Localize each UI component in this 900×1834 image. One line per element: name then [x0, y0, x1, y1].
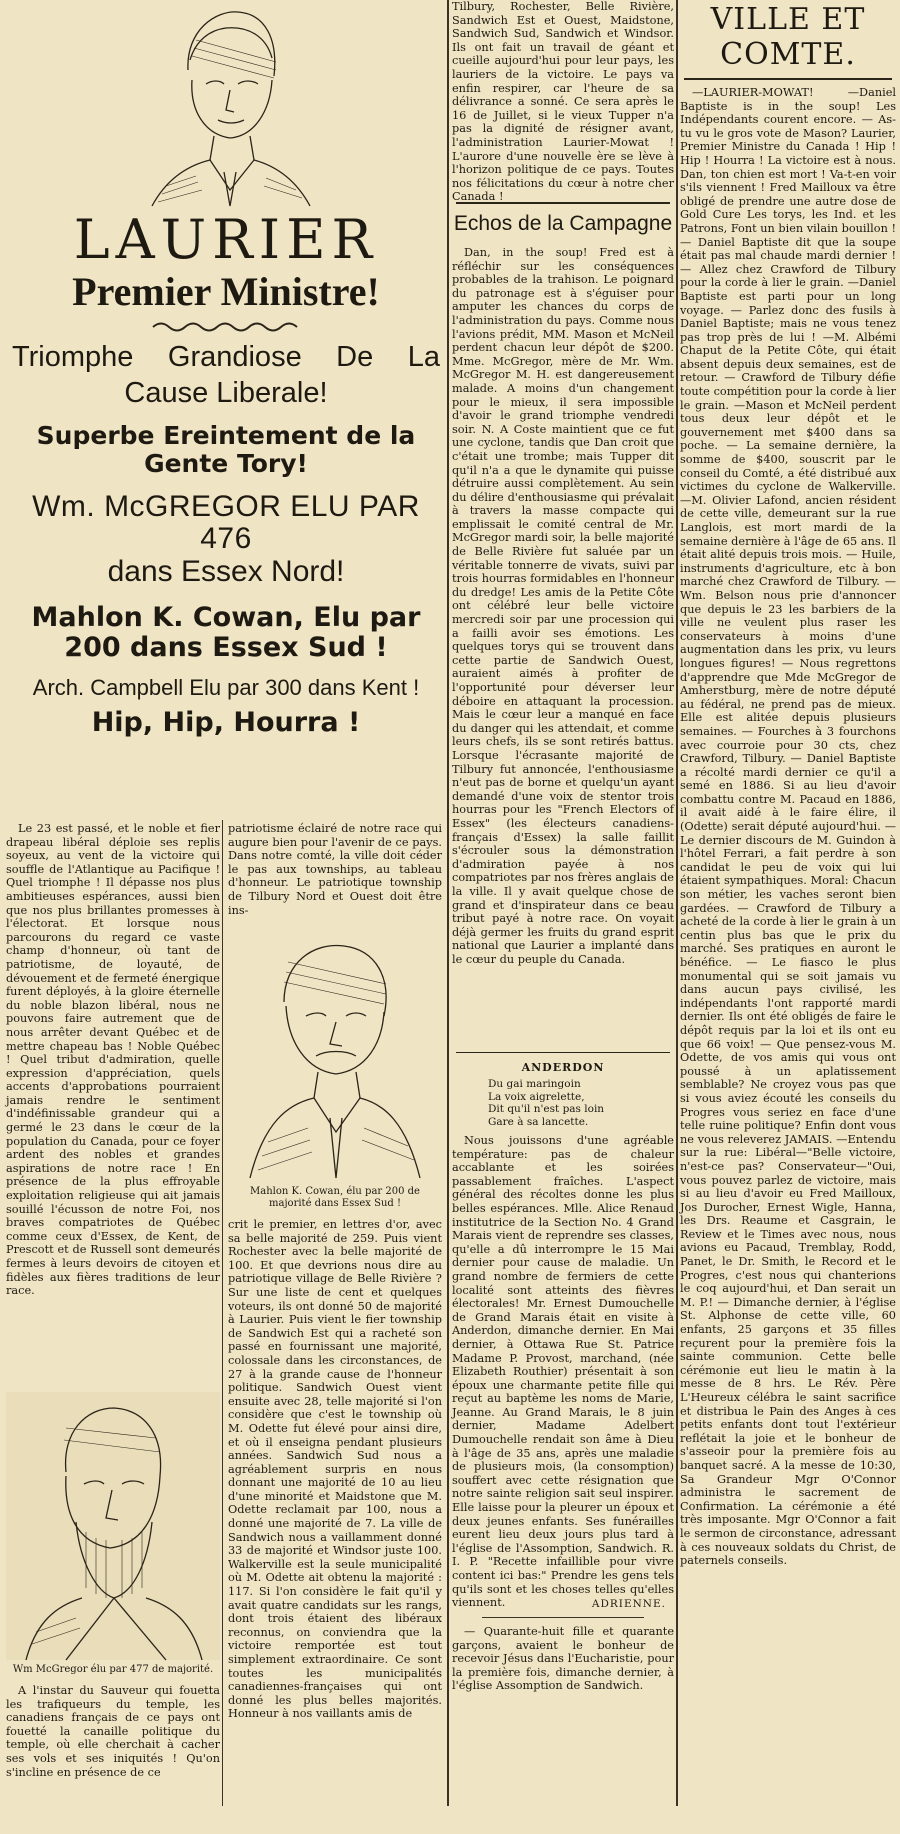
title-rule [684, 78, 892, 80]
caption-mcgregor: Wm McGregor élu par 477 de majorité. [12, 1664, 214, 1675]
headline-essex-sud: 200 dans Essex Sud ! [64, 631, 388, 663]
divider-line [482, 1617, 644, 1618]
column-echos [452, 0, 674, 1806]
article-sauveur-text: A l'instar du Sauveur qui fouetta les trafiqueurs du temple, les canadiens français de ce pays ont fouetté la canaille politique du temple, où elle cherchait à cacher ses vols et ses iniquités ! Qu'on s'incline en présence de ce [6, 1684, 220, 1779]
front-subcolumn-left [6, 822, 220, 1834]
headline-mcgregor: Wm. McGREGOR ELU PAR 476 [32, 490, 420, 555]
headline-premier-ministre: Premier Ministre! [72, 268, 380, 314]
caption-cowan: Mahlon K. Cowan, élu par 200 de majorité dans Essex Sud ! [250, 1186, 420, 1209]
ville-comte-title: VILLE ET COMTE. [710, 2, 866, 72]
headline-mahlon-cowan: Mahlon K. Cowan, Elu par [31, 601, 421, 633]
mcgregor-portrait-engraving [6, 1392, 220, 1660]
ornament-flourish [6, 319, 446, 338]
article-tilbury-text: Tilbury, Rochester, Belle Rivière, Sandwich Est et Ouest, Maidstone, Sandwich Sud, Sandwich et Windsor. Ils ont fait un travail de géant et cueille aujourd'hui pour leur pays, les lauriers de la victoire. Le pays va enfin respirer, car l'heure de sa délivrance a sonné. Ce sera après le 16 de Juillet, si le vieux Tupper n'a pas la dignité de résigner avant, l'administration Laurier-Mowat ! L'aurore d'une nouvelle ère se lève à l'horizon politique de ce pays. Toutes nos félicitations du cœur à notre cher Canada ! [452, 0, 674, 204]
column-ville-comte [680, 0, 896, 1806]
laurier-portrait-engraving [126, 0, 326, 210]
headline-essex-nord: dans Essex Nord! [107, 555, 345, 589]
section-rule-thin [456, 1052, 670, 1053]
headline-campbell: Arch. Campbell Elu par 300 dans Kent ! [32, 675, 420, 701]
article-majorites-text: crit le premier, en lettres d'or, avec sa belle majorité de 259. Puis vient Rochester avec la belle majorité de 100. Et que devrions nous dire au patriotique village de Belle Rivière ? Sur une liste de cent et quelques voteurs, ils ont donné 50 de majorité à Laurier. Puis vient le fier township de Sandwich Est qui a racheté son passé en fournissant une majorité, colossale dans les circonstances, de 27 à la grande cause de l'honneur politique. Sandwich Ouest vient ensuite avec 28, telle majorité si l'on considère que c'est le township où M. Odette fut élevé pour ainsi dire, et où il enseigna pendant plusieurs années. Sandwich Sud nous a agréablement surpris en nous donnant une majorité de 10 au lieu d'une minorité et Maidstone que M. Odette reclamait par 100, nous a donné une majorité de 7. La ville de Sandwich nous a vaillamment donné 33 de majorité et Windsor juste 100. Walkerville est la seule municipalité où M. Odette ait obtenu la majorité : 117. Si l'on considère le fait qu'il y avait quatre candidats sur les rangs, dont trois étaient des libéraux reconnus, on conviendra que la victoire remportée est tout simplement extraordinaire. Ce sont toutes les municipalités canadiennes-françaises qui ont donné les plus belles majorités. Honneur à nos vaillants amis de [228, 1218, 442, 1721]
headline-laurier: LAURIER [73, 208, 379, 271]
communion-text: — Quarante-huit fille et quarante garçons, avaient le bonheur de recevoir Jésus dans l'Eucharistie, pour la première fois, dimanche dernier, à l'église Assomption de Sandwich. [452, 1625, 674, 1693]
cowan-portrait-engraving [228, 932, 442, 1182]
inner-column-rule [222, 820, 223, 1806]
headline-triomphe: Triomphe Grandiose De La [12, 340, 440, 373]
headline-cause-liberale: Cause Liberale! [124, 377, 328, 410]
headline-superbe: Superbe Ereintement de la [36, 420, 416, 450]
column-rule-2 [676, 0, 678, 1806]
poem: Du gai maringoin La voix aigrelette, Dit qu'il n'est pas loin Gare à sa lancette. [488, 1078, 605, 1128]
echos-campagne-text: Dan, in the soup! Fred est à réfléchir sur les conséquences probables de la trahison. Le poignard du patronage est à s'éguiser pour amputer les chances du corps de l'administration du pays. Comme nous l'avions prédit, MM. Mason et McNeil perdent chacun leur dépôt de $200. Mme. McGregor, mère de Mr. Wm. McGregor M. H. est dangereusement malade. A moins d'un changement pour le mieux, il sera impossible d'avoir le grand triomphe vendredi soir. N. A Coste maintient que ce fut une cyclone, tandis que Dan croit que c'était une trombe; mais Tupper dit qu'il n'a a que le dynamite qui puisse détruire aussi complètement. Au sein du délire d'enthousiasme qui prévalait à travers la masse compacte qui emplissait le comité central de Mr. McGregor mardi soir, la belle majorité de Belle Rivière fut saluée par un véritable tonnerre de vivats, suivi par trois hourras formidables en l'honneur du dredge! Les amis de la Petite Côte ont célébré leur belle victoire mercredi soir par une procession qui a failli avoir ses émotions. Les quelques torys qui se trouvent dans cette partie de Sandwich Ouest, auraient aimés à profiter de l'opportunité pour déverser leur déboire en attaquant la procession. Mais le cœur leur a manqué en face du danger qui les attendait, et comme leurs chefs, ils se sont retirés battus. Lorsque l'écrasante majorité de Tilbury fut annoncée, l'enthousiasme n'eut pas de borne et quelqu'un ayant demandé d'une voix de stentor trois hourras pour les "French Electors of Essex" (les électeurs canadiens-français d'Essex) la salle faillit s'écrouler sous la démonstration d'admiration payée à nos compatriotes par nos frères anglais de la ville. Il y avait quelque chose de grand et d'inspirateur dans ce beau tribut payé à notre race. On voyait déjà germer les fruits du grand esprit national que Laurier a implanté dans le cœur du peuple du Canada. [452, 246, 674, 966]
headline-gente-tory: Gente Tory! [144, 448, 308, 478]
front-subcolumn-right [228, 822, 442, 1778]
anderdon-title: ANDERDON [521, 1061, 605, 1074]
article-patriotisme-text: patriotisme éclairé de notre race qui augure bien pour l'avenir de ce pays. Dans notre comté, la ville doit céder le pas aux townships, au tableau d'honneur. Le patriotique township de Tilbury Nord et Ouest doit être ins- [228, 822, 442, 917]
anderdon-text: Nous jouissons d'une agréable température: pas de chaleur accablante et les soirées passablement fraîches. L'aspect général des récoltes donne les plus belles espérances. Mlle. Alice Renaud institutrice de la Section No. 4 Grand Marais vient de reprendre ses classes, qu'elle a dû interrompre le 15 Mai dernier pour cause de maladie. Un grand nombre de fermiers de cette localité sont atteints des fièvres électorales! Mr. Ernest Dumouchelle de Grand Marais était en visite à Anderdon, dimanche dernier. En Mai dernier, à Ottawa Rue St. Patrice Madame P. Provost, marchand, (née Elizabeth Routhier) présentait à son époux une charmante petite fille qui reçut au baptème les noms de Marie, Jeanne. Au Grand Marais, le 8 juin dernier, Madame Adelbert Dumouchelle rendait son âme à Dieu à l'âge de 35 ans, après une maladie de plusieurs mois, (la consomption) souffert avec cette résignation que notre sainte religion sait seul inspirer. Elle laisse pour la pleurer un époux et deux jeunes enfants. Ses funérailles eurent lieu deux jours plus tard à l'église de l'Assomption, Sandwich. R. I. P. "Recette infaillible pour vivre content ici bas:" Prendre les gens tels qu'ils sont et les choses telles qu'elles viennent. [452, 1134, 674, 1610]
article-victoire-text: Le 23 est passé, et le noble et fier drapeau libéral déploie ses replis soyeux, au vent de la victoire qui souffle de l'Atlantique au Pacifique ! Quel triomphe ! Il dépasse nos plus ambitieuses espérances, aussi bien que nos plus brillantes promesses à l'électorat. Et lorsque nous parcourons du regard ce vaste champ d'honneur, où tant de patriotisme, de loyauté, de dévouement et de fermeté énergique furent déployés, à la gloire éternelle du noble blazon libéral, nous ne pouvons faire autrement que de nous arrêter devant Québec et de mettre chapeau bas ! Noble Québec ! Quel tribut d'admiration, quelle expression d'appréciation, quels accents d'approbations pourraient jamais rendre le sentiment d'indéfinissable grandeur qui a germé le 23 dans le cœur de la population du Canada, pour ce foyer ardent des nobles et grandes aspirations de notre race ! En présence de la plus effroyable exploitation religieuse qui ait jamais souillé l'écusson de notre Foi, nos braves compatriotes de Québec comme ceux d'Essex, de Kent, de Prescott et de Russell sont demeurés fermes à leurs devoirs de citoyen et fidèles aux fières traditions de leur race. [6, 822, 220, 1298]
column-rule-1 [447, 0, 449, 1806]
signature: ADRIENNE. [591, 1598, 666, 1610]
echos-title: Echos de la Campagne [453, 212, 673, 235]
ville-comte-text: —LAURIER-MOWAT! —Daniel Baptiste is in the soup! Les Indépendants courent encore. — As-tu vu le gros vote de Mason? Laurier, Premier Ministre du Canada ! Hip ! Hip ! Hourra ! La victoire est à nous. Dan, ton chien est mort ! Va-t-en voir s'ils viennent ! Fred Mailloux va être obligé de prendre une autre dose de Gold Cure Les torys, les Ind. et les Patrons, Font un bien vilain bouillon ! — Daniel Baptiste dit que la soupe était pas mal chaude mardi dernier ! — Allez chez Crawford de Tilbury pour la corde à lier le grain. —Daniel Baptiste est parti pour un long voyage. — Parlez donc des fusils à Daniel Baptiste; mais ne vous tenez pas trop près de lui ! —M. Albémi Chaput de la Petite Côte, qui était absent depuis deux semaines, est de retour. — Crawford de Tilbury défie toute compétition pour la corde à lier le grain. —Mason et McNeil perdent tous deux leur dépôt et le gouvernement met $400 dans sa poche. — La semaine dernière, la somme de $400, souscrit par le conseil du Comté, a été distribué aux victimes du cyclone de Walkerville. —M. Olivier Lafond, ancien résident de cette ville, demeurant sur la rue Langlois, est mort mardi de la semaine dernière à l'âge de 65 ans. Il était alité depuis trois mois. — Huile, instruments d'agriculture, etc à bon marché chez Crawford de Tilbury. —Wm. Belson nous prie d'annoncer que depuis le 23 les barbiers de la ville ne veulent plus raser les conservateurs à moins d'une augmentation dans les prix, vu leurs longues figures! — Nous regrettons d'apprendre que Mde McGregor de Amherstburg, mère de notre député au fédéral, ne prend pas de mieux. Elle est alitée depuis plusieurs semaines. — Fourches à 3 fourchons avec courroie pour 30 cts, chez Crawford, Tilbury. — Daniel Baptiste a récolté mardi dernier ce qu'il a semé en 1886. Si au lieu d'avoir combattu contre M. Pacaud en 1886, il avait aidé à le faire élire, il (Odette) serait député aujourd'hui. — Le dernier discours de M. Guindon à l'hôtel Ferrari, a fait perdre à son candidat le peu de voix qui lui étaient sympathiques. Moral: Chacun son métier, les vaches seront bien gardées. — Crawford de Tilbury a acheté de la corde à lier le grain à un centin plus bas que le prix du marché. Ses pratiques en auront le bénéfice. — Le fiasco le plus monumental qui se soit jamais vu dans aucun pays civilisé, les indépendants l'ont rapporté mardi dernier. Ils ont été obligés de faire le dépôt requis par la loi et ils ont eu que 66 voix! — Que pensez-vous M. Odette, de vos amis qui vous ont poussé à un aplatissement semblable? Ne croyez vous pas que si vous aviez écouté les conseils du Progres vous seriez en face d'une telle ruine politique? Enfin dont vous ne vous releverez JAMAIS. —Entendu sur la rue: Libéral—"Belle victoire, n'est-ce pas? Conservateur—"Oui, vous pouvez parlez de victoire, mais si au lieu d'avoir eu Fred Mailloux, Jos Durocher, Ernest Wigle, Hanna, les Drs. Reaume et Casgrain, le Review et le Times avec nous, nous avions eu Pacaud, Tremblay, Rodd, Panet, le Dr. Smith, le Record et le Progres, c'est nous qui chanterions le coq aujourd'hui, et Dan serait un M. P.! — Dimanche dernier, à l'église St. Alphonse de cette ville, 60 enfants, 25 garçons et 35 filles reçurent pour la première fois la sainte communion. Cette belle cérémonie eut lieu le matin à la messe de 8 hrs. Le Rév. Père L'Heureux célébra le saint sacrifice et distribua le Pain des Anges à ces petits enfants dont tout l'extérieur reflétait la joie et le bonheur de s'asseoir pour la première fois au banquet sacré. A la messe de 10:30, Sa Grandeur Mgr O'Connor administra le sacrement de Confirmation. La cérémonie a été très imposante. Mgr O'Connor a fait le sermon de circonstance, adressant à ces nouveaux soldats du Christ, de paternels conseils. [680, 86, 896, 1568]
headline-hip-hourra: Hip, Hip, Hourra ! [91, 707, 361, 739]
